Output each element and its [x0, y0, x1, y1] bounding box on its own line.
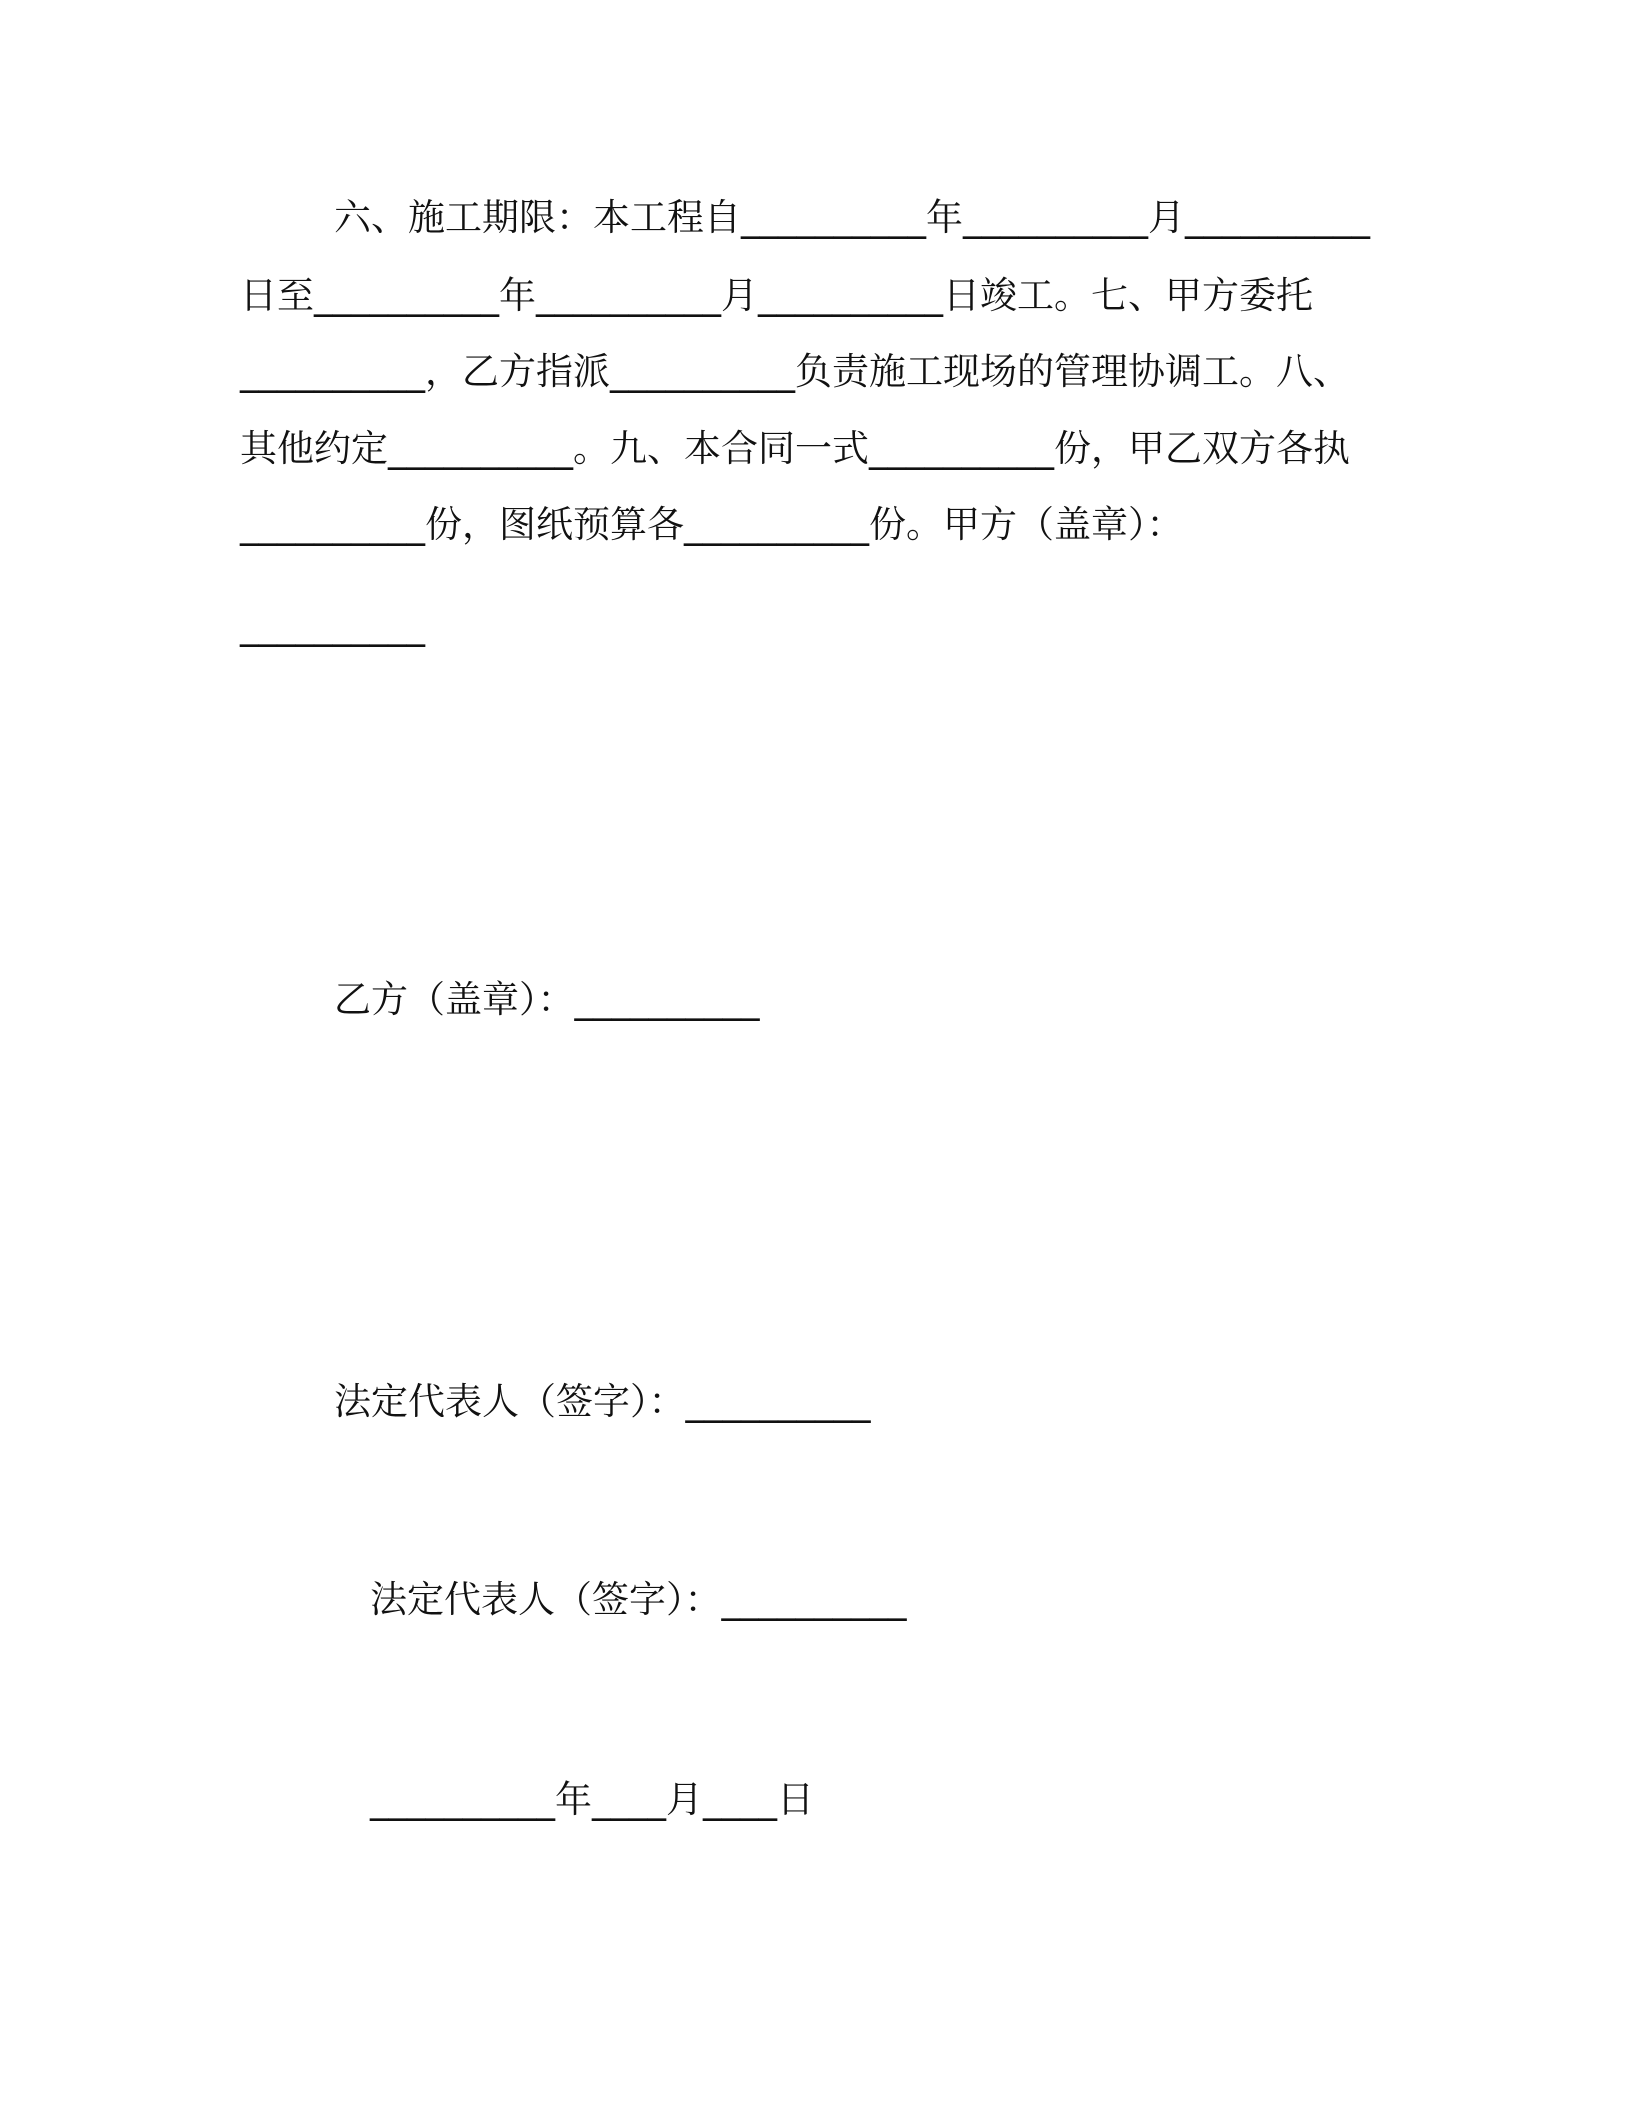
party-a-seal-blank: __________: [240, 604, 425, 647]
clause-line-1: 六、施工期限：本工程自__________年__________月__________: [334, 196, 1370, 239]
clause-line-3: __________，乙方指派__________负责施工现场的管理协调工。八、: [240, 350, 1350, 393]
clause-line-5: __________份，图纸预算各__________份。甲方（盖章）：: [240, 503, 1184, 546]
clause-line-4: 其他约定__________。九、本合同一式__________份，甲乙双方各执: [240, 427, 1350, 470]
party-b-seal: 乙方（盖章）：__________: [334, 978, 760, 1021]
legal-representative-signature-1: 法定代表人（签字）：__________: [334, 1380, 871, 1423]
legal-representative-signature-2: 法定代表人（签字）：__________: [370, 1578, 907, 1621]
signing-date: __________年____月____日: [370, 1778, 814, 1821]
clause-line-2: 日至__________年__________月__________日竣工。七、甲方委托: [240, 274, 1313, 317]
